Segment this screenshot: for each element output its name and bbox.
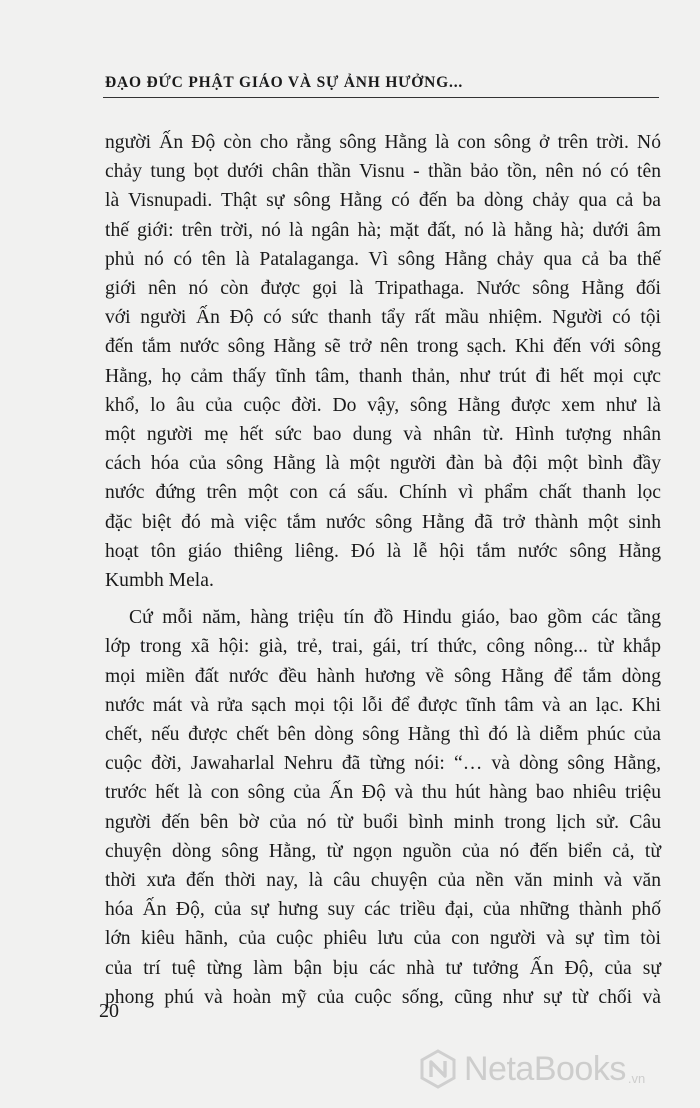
- netabooks-logo-icon: [418, 1049, 458, 1089]
- text-line: với người Ấn Độ có sức thanh tẩy rất mầu nhiệm. Người có tội: [105, 307, 661, 329]
- text-line: mọi miền đất nước đều hành hương về sông Hằng để tắm dòng: [105, 665, 661, 687]
- page-number: 20: [99, 1000, 119, 1022]
- text-line: thế giới: trên trời, nó là ngân hà; mặt đất, nó là hằng hà; dưới âm: [105, 219, 661, 241]
- watermark-suffix: .vn: [627, 1071, 646, 1086]
- watermark-text: NetaBooks: [464, 1049, 626, 1088]
- body-text: [105, 128, 661, 1012]
- text-line: cuộc đời, Jawaharlal Nehru đã từng nói: “… và dòng sông Hằng,: [105, 753, 661, 775]
- text-line: phong phú và hoàn mỹ của cuộc sống, cũng như sự từ chối và: [105, 986, 661, 1008]
- text-line: hoạt tôn giáo thiêng liêng. Đó là lễ hội tắm nước sông Hằng: [105, 540, 661, 562]
- text-line: chết, nếu được chết bên dòng sông Hằng thì đó là diễm phúc của: [105, 724, 661, 746]
- text-line: Hằng, họ cảm thấy tĩnh tâm, thanh thản, như trút đi hết mọi cực: [105, 365, 661, 387]
- running-head-title: ĐẠO ĐỨC PHẬT GIÁO VÀ SỰ ẢNH HƯỞNG...: [105, 74, 464, 91]
- header-rule: [103, 97, 659, 98]
- text-line: của trí tuệ từng làm bận bịu các nhà tư tưởng Ấn Độ, của sự: [105, 957, 661, 979]
- text-line: lớn kiêu hãnh, của cuộc phiêu lưu của con người và sự tìm tòi: [105, 928, 661, 950]
- text-line: là Visnupadi. Thật sự sông Hằng có đến ba dòng chảy qua cả ba: [105, 190, 661, 212]
- text-line: một người mẹ hết sức bao dung và nhân từ. Hình tượng nhân: [105, 424, 661, 446]
- text-line: nước đứng trên một con cá sấu. Chính vì phẩm chất thanh lọc: [105, 482, 661, 504]
- text-line: người đến bên bờ của nó từ buổi bình minh trong lịch sử. Câu: [105, 811, 661, 833]
- text-line: đến tắm nước sông Hằng sẽ trở nên trong sạch. Khi đến với sông: [105, 336, 661, 358]
- text-line: hóa Ấn Độ, của sự hưng suy các triều đại, của những thành phố: [105, 899, 661, 921]
- text-line: Cứ mỗi năm, hàng triệu tín đồ Hindu giáo, bao gồm các tầng: [129, 607, 661, 629]
- text-line: nước mát và rửa sạch mọi tội lỗi để được tĩnh tâm và an lạc. Khi: [105, 694, 661, 716]
- text-line: đặc biệt đó mà việc tắm nước sông Hằng đã trở thành một sinh: [105, 511, 661, 533]
- netabooks-watermark: [418, 1046, 645, 1092]
- text-line: trước hết là con sông của Ấn Độ và thu hút hàng bao nhiêu triệu: [105, 782, 661, 804]
- text-line: phủ nó có tên là Patalaganga. Vì sông Hằng chảy qua cả ba thế: [105, 248, 661, 270]
- text-line: giới nên nó còn được gọi là Tripathaga. Nước sông Hằng đối: [105, 278, 661, 300]
- text-line: thời xưa đến thời nay, là câu chuyện của nền văn minh và văn: [105, 870, 661, 892]
- paragraph-2: [105, 603, 661, 1012]
- text-line: Kumbh Mela.: [105, 570, 214, 592]
- paragraph-1: [105, 128, 661, 595]
- text-line: khổ, lo âu của cuộc đời. Do vậy, sông Hằng được xem như là: [105, 394, 661, 416]
- text-line: chuyện dòng sông Hằng, từ ngọn nguồn của nó đến biển cả, từ: [105, 840, 661, 862]
- text-line: chảy tung bọt dưới chân thần Visnu - thần bảo tồn, nên nó có tên: [105, 161, 661, 183]
- text-line: cách hóa của sông Hằng là một người đàn bà đội một bình đầy: [105, 453, 661, 475]
- text-line: người Ấn Độ còn cho rằng sông Hằng là con sông ở trên trời. Nó: [105, 132, 661, 153]
- text-line: lớp trong xã hội: già, trẻ, trai, gái, trí thức, công nông... từ khắp: [105, 636, 661, 658]
